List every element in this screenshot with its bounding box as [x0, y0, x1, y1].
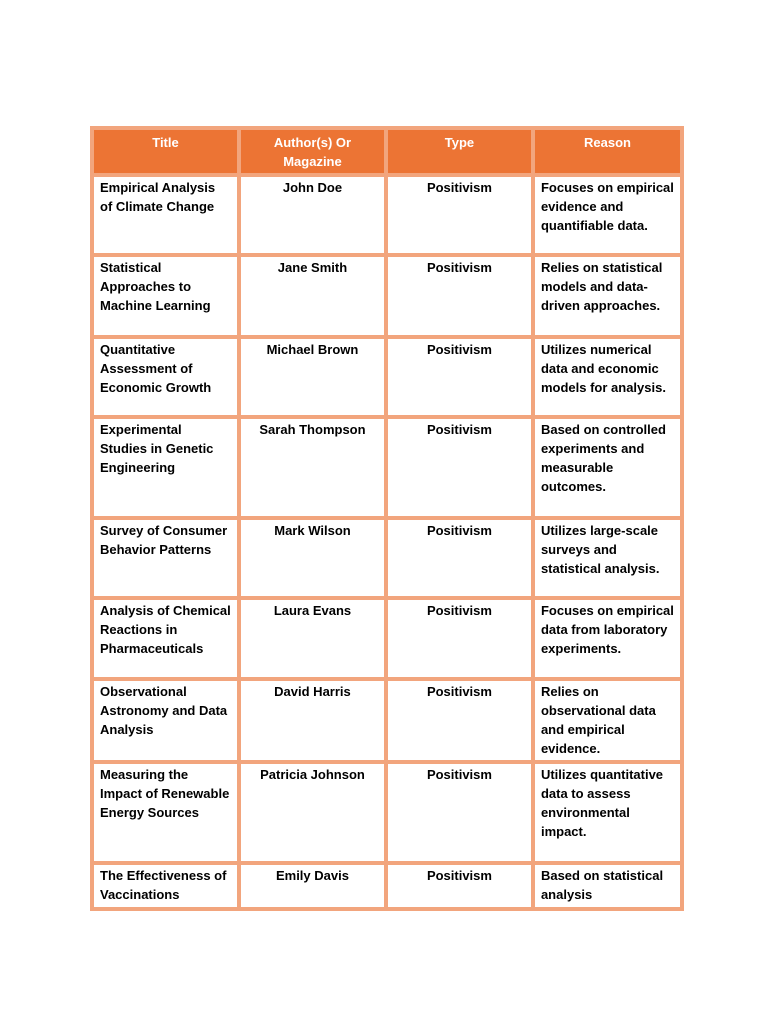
- cell-author: Mark Wilson: [241, 520, 384, 596]
- cell-type: Positivism: [388, 865, 531, 907]
- cell-type: Positivism: [388, 177, 531, 253]
- table-row: [94, 177, 680, 253]
- cell-reason: Relies on statistical models and data-driven approaches.: [535, 257, 680, 335]
- cell-type: Positivism: [388, 764, 531, 861]
- cell-author: Laura Evans: [241, 600, 384, 677]
- cell-author: Sarah Thompson: [241, 419, 384, 516]
- table-row: [94, 339, 680, 415]
- cell-title: Observational Astronomy and Data Analysis: [94, 681, 237, 760]
- cell-reason: Focuses on empirical evidence and quantifiable data.: [535, 177, 680, 253]
- cell-author: Michael Brown: [241, 339, 384, 415]
- table-row: [94, 681, 680, 760]
- cell-type: Positivism: [388, 681, 531, 760]
- table-row: [94, 764, 680, 861]
- cell-author: John Doe: [241, 177, 384, 253]
- table-row: [94, 600, 680, 677]
- cell-type: Positivism: [388, 520, 531, 596]
- cell-author: David Harris: [241, 681, 384, 760]
- header-type: Type: [388, 130, 531, 173]
- cell-reason: Utilizes quantitative data to assess environmental impact.: [535, 764, 680, 861]
- cell-reason: Utilizes numerical data and economic models for analysis.: [535, 339, 680, 415]
- cell-type: Positivism: [388, 419, 531, 516]
- cell-title: Statistical Approaches to Machine Learning: [94, 257, 237, 335]
- research-table: [90, 126, 684, 911]
- cell-title: Analysis of Chemical Reactions in Pharmaceuticals: [94, 600, 237, 677]
- header-reason: Reason: [535, 130, 680, 173]
- cell-reason: Based on controlled experiments and measurable outcomes.: [535, 419, 680, 516]
- cell-reason: Focuses on empirical data from laboratory experiments.: [535, 600, 680, 677]
- cell-author: Jane Smith: [241, 257, 384, 335]
- cell-type: Positivism: [388, 600, 531, 677]
- cell-author: Patricia Johnson: [241, 764, 384, 861]
- cell-author: Emily Davis: [241, 865, 384, 907]
- table-row: [94, 419, 680, 516]
- cell-title: Survey of Consumer Behavior Patterns: [94, 520, 237, 596]
- cell-title: Quantitative Assessment of Economic Growth: [94, 339, 237, 415]
- table-header-row: [94, 130, 680, 173]
- cell-type: Positivism: [388, 257, 531, 335]
- table-row: [94, 257, 680, 335]
- cell-title: Experimental Studies in Genetic Engineering: [94, 419, 237, 516]
- table-row: [94, 520, 680, 596]
- table-body: [94, 177, 680, 907]
- cell-title: Empirical Analysis of Climate Change: [94, 177, 237, 253]
- header-author: Author(s) Or Magazine: [241, 130, 384, 173]
- header-title: Title: [94, 130, 237, 173]
- cell-type: Positivism: [388, 339, 531, 415]
- table-row: [94, 865, 680, 907]
- cell-reason: Utilizes large-scale surveys and statistical analysis.: [535, 520, 680, 596]
- cell-title: Measuring the Impact of Renewable Energy Sources: [94, 764, 237, 861]
- cell-reason: Relies on observational data and empirical evidence.: [535, 681, 680, 760]
- cell-title: The Effectiveness of Vaccinations: [94, 865, 237, 907]
- cell-reason: Based on statistical analysis: [535, 865, 680, 907]
